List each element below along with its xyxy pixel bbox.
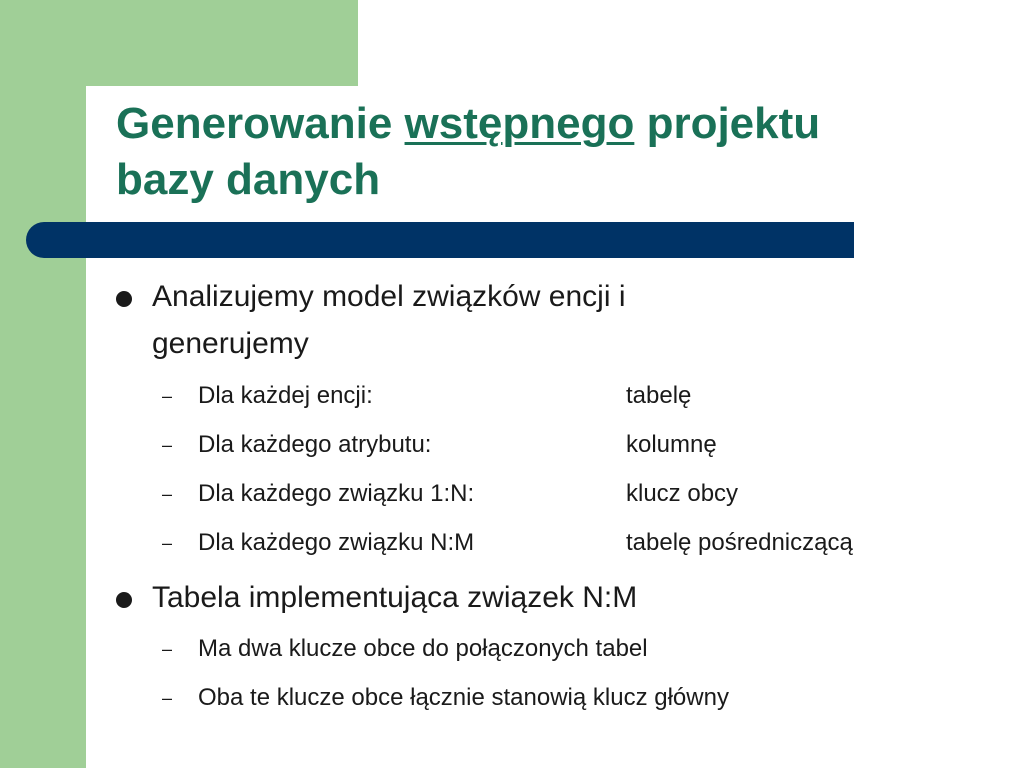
dash-marker: –: [162, 435, 173, 455]
dash-marker: –: [162, 484, 173, 504]
sub-item-label: Dla każdego związku N:M: [198, 529, 475, 556]
sub-item-label: Dla każdej encji:: [198, 382, 373, 409]
bullet-2: Tabela implementująca związek N:M: [152, 581, 638, 614]
title-part1: Generowanie: [116, 99, 405, 148]
dash-marker: –: [162, 533, 173, 553]
title-underlined-word: wstępnego: [404, 99, 635, 148]
sub-item-label: Dla każdego atrybutu:: [198, 431, 432, 458]
title-part2: projektu: [634, 99, 821, 148]
sub-item-value: tabelę: [626, 382, 692, 409]
sub-item-label: Dla każdego związku 1:N:: [198, 480, 475, 507]
bullet-dot: [116, 291, 132, 307]
sub-item-value: tabelę pośredniczącą: [626, 529, 853, 556]
dash-marker: –: [162, 688, 173, 708]
sub-item-value: klucz obcy: [626, 480, 739, 507]
dash-marker: –: [162, 386, 173, 406]
sub-item-label: Oba te klucze obce łącznie stanowią klucz główny: [198, 684, 729, 711]
bullet-1-line-1: Analizujemy model związków encji i: [152, 280, 626, 313]
dash-marker: –: [162, 639, 173, 659]
bullet-1-line-2: generujemy: [152, 327, 309, 360]
sub-item-value: kolumnę: [626, 431, 717, 458]
sub-item-label: Ma dwa klucze obce do połączonych tabel: [198, 635, 648, 662]
bullet-dot: [116, 592, 132, 608]
title-line2: bazy danych: [116, 155, 381, 204]
